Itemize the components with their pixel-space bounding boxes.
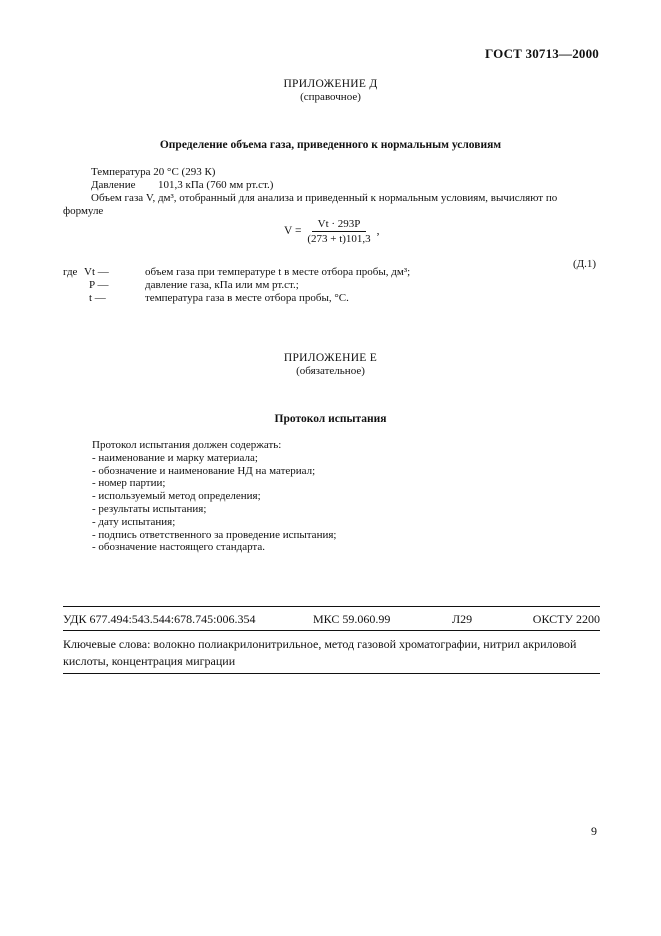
list-item: - обозначение и наименование НД на материал; [92,464,316,477]
list-item: - используемый метод определения; [92,490,261,503]
keywords [63,636,600,670]
formula-fraction [307,218,370,245]
page-number: 9 [591,824,597,838]
list-item: - номер партии; [92,477,166,490]
where-label: где [63,266,78,278]
appendix-d-subtitle: (справочное) [300,91,361,103]
formula [284,218,379,245]
appendix-d-title: ПРИЛОЖЕНИЕ Д [283,78,378,90]
list-item: - результаты испытания; [92,502,207,515]
appendix-e-title: ПРИЛОЖЕНИЕ Е [283,352,378,364]
formula-tail: , [376,225,380,238]
keywords-text: волокно полиакрилонитрильное, метод газовой хроматографии, нитрил акриловой кислоты, концентрация миграции [63,637,577,668]
udk-code: УДК 677.494:543.544:678.745:006.354 [63,612,256,626]
formula-numerator: Vt · 293P [312,218,367,232]
formula-lhs: V = [284,225,302,238]
def-symbol-t: t — [89,292,106,304]
list-item: - наименование и марку материала; [92,451,258,464]
standard-number: ГОСТ 30713—2000 [484,46,599,61]
appendix-e-heading: Протокол испытания [274,413,387,425]
footer-top-rule [63,606,600,607]
footer-bottom-rule [63,673,600,674]
protocol-lead: Протокол испытания должен содержать: [92,439,282,451]
okstu-code: ОКСТУ 2200 [532,612,600,626]
mks-code: МКС 59.060.99 [313,612,391,626]
def-symbol-vt: Vt — [84,266,109,278]
formula-denominator: (273 + t)101,3 [307,233,371,245]
intro-line-2: формуле [63,205,104,217]
equation-number: (Д.1) [573,258,597,270]
list-item: - обозначение настоящего стандарта. [92,541,266,554]
protocol-list [92,439,336,554]
def-text-t: температура газа в месте отбора пробы, °С. [145,292,349,304]
temperature-line: Температура 20 °С (293 К) [91,166,216,178]
def-symbol-p: P — [89,279,109,291]
l-code: Л29 [452,612,473,626]
keywords-label: Ключевые слова: [63,637,151,651]
pressure-label: Давление [91,179,136,191]
list-item: - подпись ответственного за проведение испытания; [92,528,337,541]
footer-mid-rule [63,630,600,631]
intro-line-1: Объем газа V, дм³, отобранный для анализа и приведенный к нормальным условиям, вычисляют по [91,192,558,204]
appendix-d-heading: Определение объема газа, приведенного к нормальным условиям [159,139,502,151]
list-item: - дату испытания; [92,515,176,528]
pressure-value: 101,3 кПа (760 мм рт.ст.) [158,179,274,191]
def-text-p: давление газа, кПа или мм рт.ст.; [145,279,299,291]
appendix-e-subtitle: (обязательное) [296,365,365,377]
def-text-vt: объем газа при температуре t в месте отбора пробы, дм³; [145,266,411,278]
